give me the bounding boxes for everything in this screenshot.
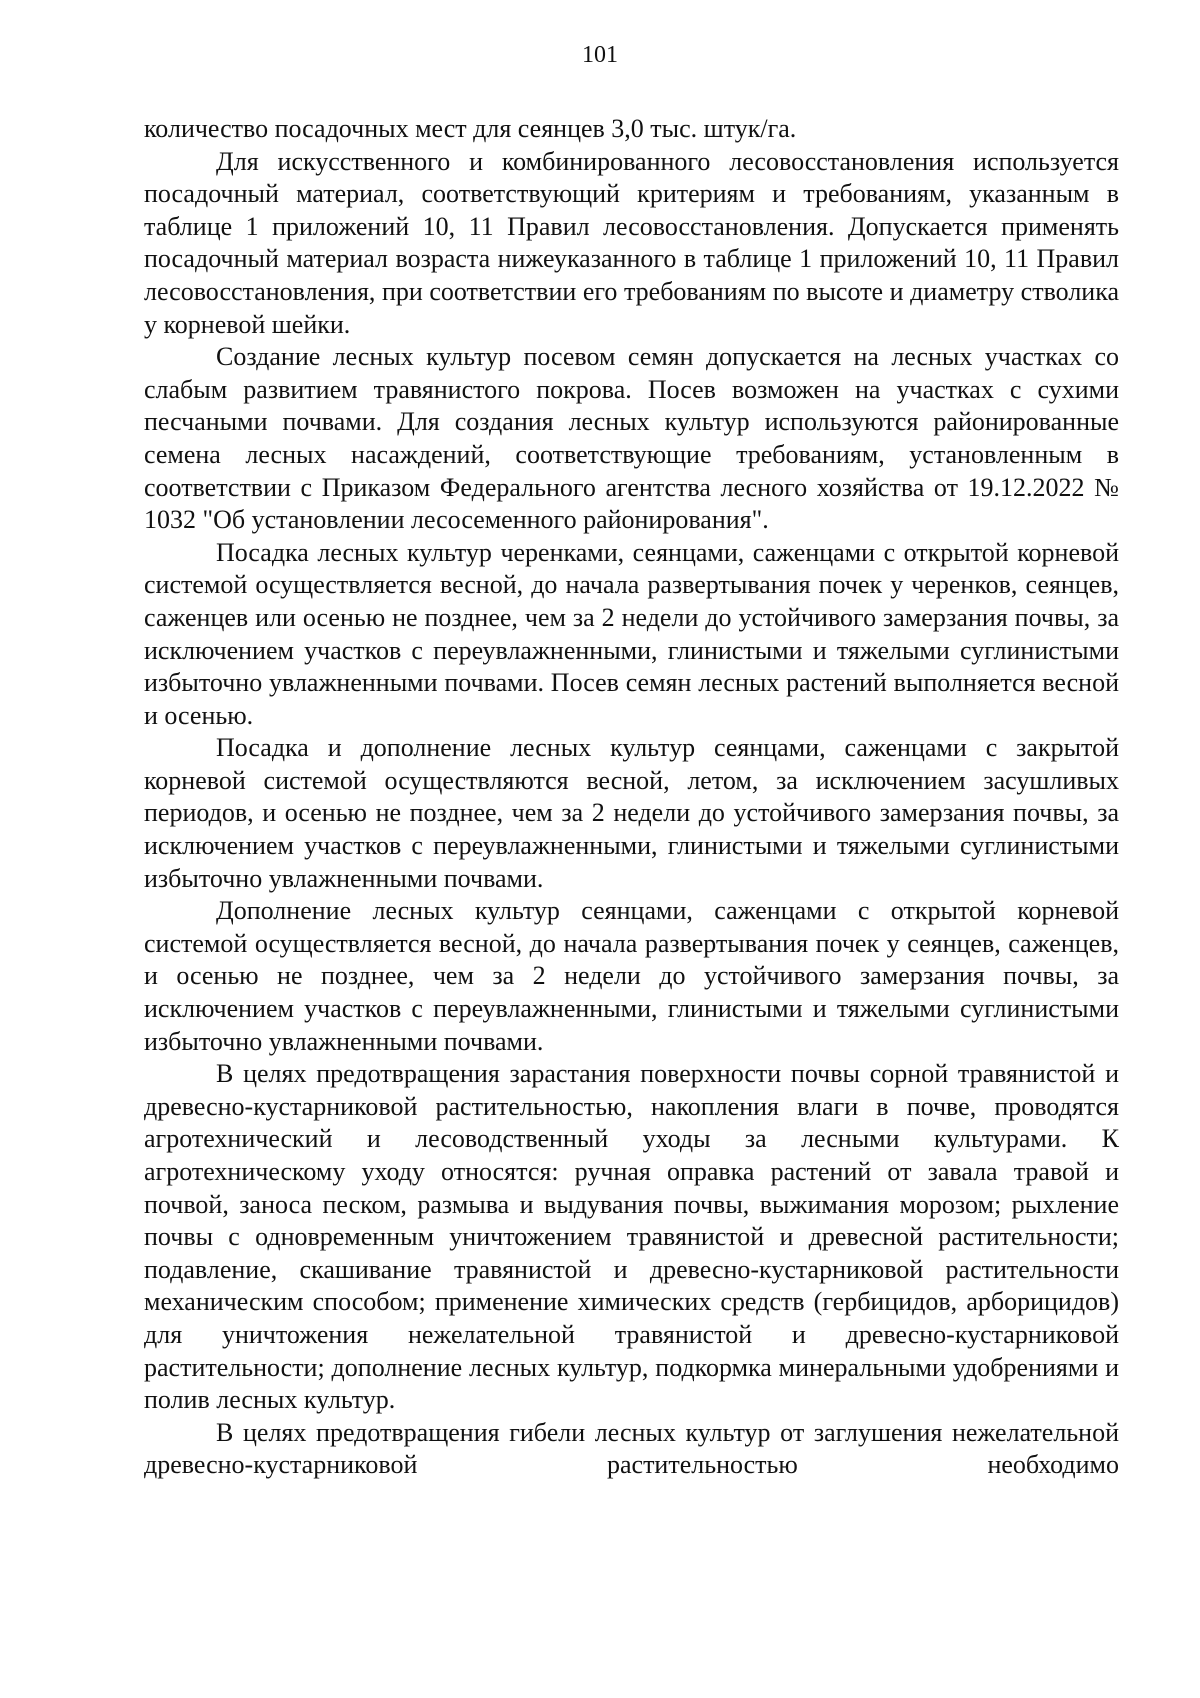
paragraph-closed-root-planting: Посадка и дополнение лесных культур сеянцами, саженцами с закрытой корневой системой осуществляются весной, летом, за исключением засушливых периодов, и осенью не позднее, чем за 2 недели до устойчивого замерзания почвы, за исключением участков с переувлажненными, глинистыми и тяжелыми суглинистыми избыточно увлажненными почвами. [144, 733, 1119, 893]
paragraph-open-root-planting: Посадка лесных культур черенками, сеянцами, саженцами с открытой корневой системой осуществляется весной, до начала развертывания почек у черенков, сеянцев, саженцев или осенью не позднее, чем за 2 недели до устойчивого замерзания почвы, за исключением участков с переувлажненными, глинистыми и тяжелыми суглинистыми избыточно увлажненными почвами. Посев семян лесных растений выполняется весной и осенью. [144, 537, 1119, 730]
paragraph-seed-sowing: Создание лесных культур посевом семян допускается на лесных участках со слабым развитием травянистого покрова. Посев возможен на участках с сухими песчаными почвами. Для создания лесных культур используются районированные семена лесных насаждений, соответствующие требованиям, установленным в соответствии с Приказом Федерального агентства лесного хозяйства от 19.12.2022 № 1032 "Об установлении лесосеменного районирования". [144, 342, 1119, 535]
document-body [144, 113, 1119, 1482]
paragraph-suppression-prevention: В целях предотвращения гибели лесных культур от заглушения нежелательной древесно-кустарниковой растительностью необходимо [144, 1417, 1119, 1480]
paragraph-open-root-supplement: Дополнение лесных культур сеянцами, саженцами с открытой корневой системой осуществляется весной, до начала развертывания почек у сеянцев, саженцев, и осенью не позднее, чем за 2 недели до устойчивого замерзания почвы, за исключением участков с переувлажненными, глинистыми и тяжелыми суглинистыми избыточно увлажненными почвами. [144, 896, 1119, 1056]
paragraph-continuation: количество посадочных мест для сеянцев 3,0 тыс. штук/га. [144, 114, 797, 143]
page-number: 101 [582, 42, 618, 68]
paragraph-planting-material: Для искусственного и комбинированного лесовосстановления используется посадочный материал, соответствующий критериям и требованиям, указанным в таблице 1 приложений 10, 11 Правил лесовосстановления. Допускается применять посадочный материал возраста нижеуказанного в таблице 1 приложений 10, 11 Правил лесовосстановления, при соответствии его требованиям по высоте и диаметру стволика у корневой шейки. [144, 146, 1119, 339]
paragraph-agrotechnical-care: В целях предотвращения зарастания поверхности почвы сорной травянистой и древесно-кустарниковой растительностью, накопления влаги в почве, проводятся агротехнический и лесоводственный уходы за лесными культурами. К агротехническому уходу относятся: ручная оправка растений от завала травой и почвой, заноса песком, размыва и выдувания почвы, выжимания морозом; рыхление почвы с одновременным уничтожением травянистой и древесной растительности; подавление, скашивание травянистой и древесно-кустарниковой растительности механическим способом; применение химических средств (гербицидов, арборицидов) для уничтожения нежелательной травянистой и древесно-кустарниковой растительности; дополнение лесных культур, подкормка минеральными удобрениями и полив лесных культур. [144, 1059, 1119, 1415]
